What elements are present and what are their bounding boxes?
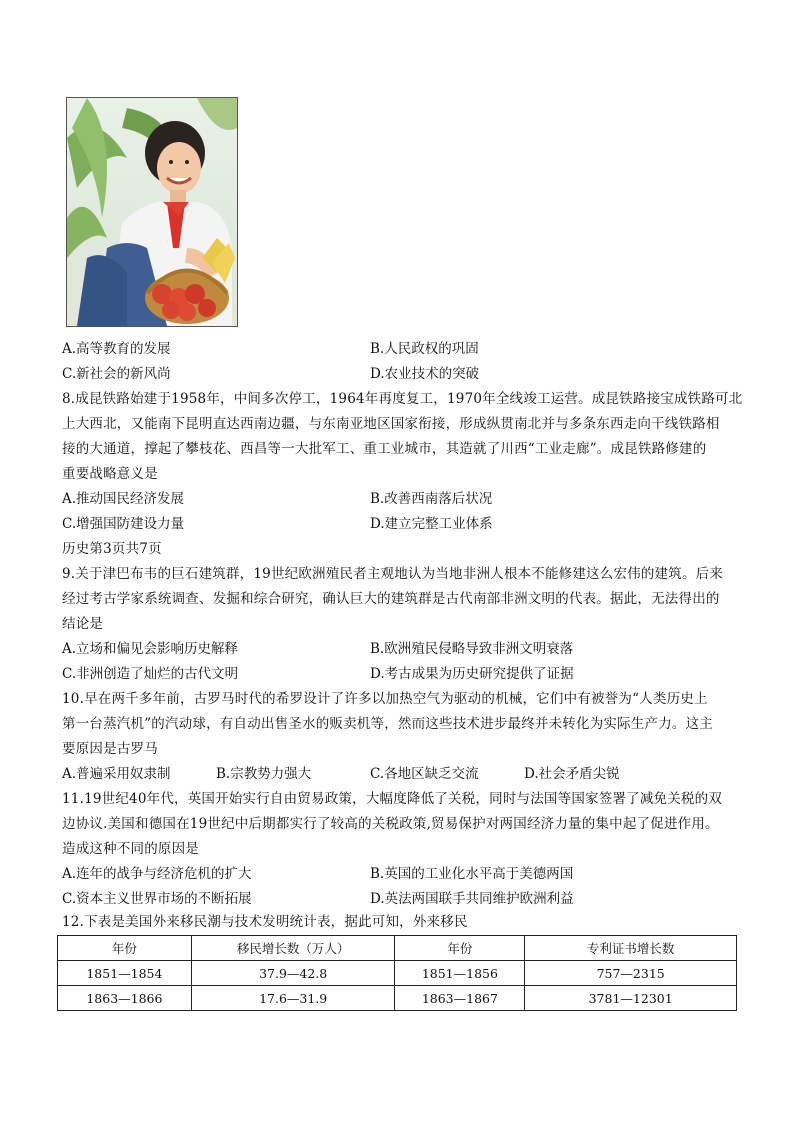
q8-option-a: A.推动国民经济发展 [62,491,185,507]
q12-stem: 12.下表是美国外来移民潮与技术发明统计表，据此可知，外来移民 [62,914,468,930]
q11-stem-line: 边协议.美国和德国在19世纪中后期都实行了较高的关税政策,贸易保护对两国经济力量的集中起了促进作用。 [62,816,719,832]
q10-stem-line: 第一台蒸汽机”的汽动球，有自动出售圣水的贩卖机等，然而这些技术进步最终并未转化为实际生产力。这主 [62,716,713,732]
q11-stem-line: 11.19世纪40年代，英国开始实行自由贸易政策，大幅度降低了关税，同时与法国等国家签署了减免关税的双 [62,791,723,807]
q11-option-a: A.连年的战争与经济危机的扩大 [62,866,252,882]
table-header-cell: 年份 [395,936,525,961]
q7-option-d: D.农业技术的突破 [370,366,480,382]
q10-stem-line: 10.早在两千多年前，古罗马时代的希罗设计了许多以加热空气为驱动的机械，它们中有被誉为“人类历史上 [62,691,708,707]
q9-option-b: B.欧洲殖民侵略导致非洲文明衰落 [370,641,574,657]
q8-stem-line: 接的大通道，撑起了攀枝花、西昌等一大批军工、重工业城市，其造就了川西“工业走廊”。成昆铁路修建的 [62,441,707,457]
q9-stem-line: 9.关于津巴布韦的巨石建筑群，19世纪欧洲殖民者主观地认为当地非洲人根本不能修建这么宏伟的建筑。后来 [62,566,724,582]
q8-stem-line: 8.成昆铁路始建于1958年，中间多次停工，1964年再度复工，1970年全线竣工运营。成昆铁路接宝成铁路可北 [62,391,743,407]
q7-option-b: B.人民政权的巩固 [370,341,479,357]
q7-option-c: C.新社会的新风尚 [62,366,171,382]
q9-option-a: A.立场和偏见会影响历史解释 [62,641,239,657]
poster-illustration [66,97,238,327]
table-header-cell: 年份 [58,936,192,961]
q11-stem-line: 造成这种不同的原因是 [62,841,199,857]
q7-option-a: A.高等教育的发展 [62,341,171,357]
table-cell: 1863—1866 [58,986,192,1011]
q11-option-c: C.资本主义世界市场的不断拓展 [62,891,252,907]
table-cell: 37.9—42.8 [191,961,395,986]
page-footer: 历史第3页共7页 [62,541,162,557]
q10-option-c: C.各地区缺乏交流 [370,766,479,782]
q8-option-b: B.改善西南落后状况 [370,491,493,507]
q8-option-c: C.增强国防建设力量 [62,516,185,532]
table-header-row [58,936,737,961]
q10-stem-line: 要原因是古罗马 [62,741,158,757]
q9-option-d: D.考古成果为历史研究提供了证据 [370,666,574,682]
q8-stem-line: 上大西北，又能南下昆明直达西南边疆，与东南亚地区国家衔接，形成纵贯南北并与多条东西走向干线铁路相 [62,416,720,432]
q8-stem-line: 重要战略意义是 [62,466,158,482]
table-cell: 1851—1856 [395,961,525,986]
poster-image [67,98,237,326]
q9-stem-line: 结论是 [62,616,104,632]
table-cell: 1863—1867 [395,986,525,1011]
table-cell: 1851—1854 [58,961,192,986]
table-row [58,961,737,986]
q10-option-a: A.普遍采用奴隶制 [62,766,171,782]
table-row [58,986,737,1011]
table-header-cell: 专利证书增长数 [525,936,737,961]
q12-table [57,935,737,1011]
q10-option-d: D.社会矛盾尖锐 [524,766,620,782]
table-cell: 17.6—31.9 [191,986,395,1011]
q10-option-b: B.宗教势力强大 [216,766,312,782]
q8-option-d: D.建立完整工业体系 [370,516,493,532]
q11-option-b: B.英国的工业化水平高于美德两国 [370,866,574,882]
q11-option-d: D.英法两国联手共同维护欧洲利益 [370,891,574,907]
table-cell: 757—2315 [525,961,737,986]
table-cell: 3781—12301 [525,986,737,1011]
q9-stem-line: 经过考古学家系统调查、发掘和综合研究，确认巨大的建筑群是古代南部非洲文明的代表。据此，无法得出的 [62,591,720,607]
table-header-cell: 移民增长数（万人） [191,936,395,961]
q9-option-c: C.非洲创造了灿烂的古代文明 [62,666,239,682]
